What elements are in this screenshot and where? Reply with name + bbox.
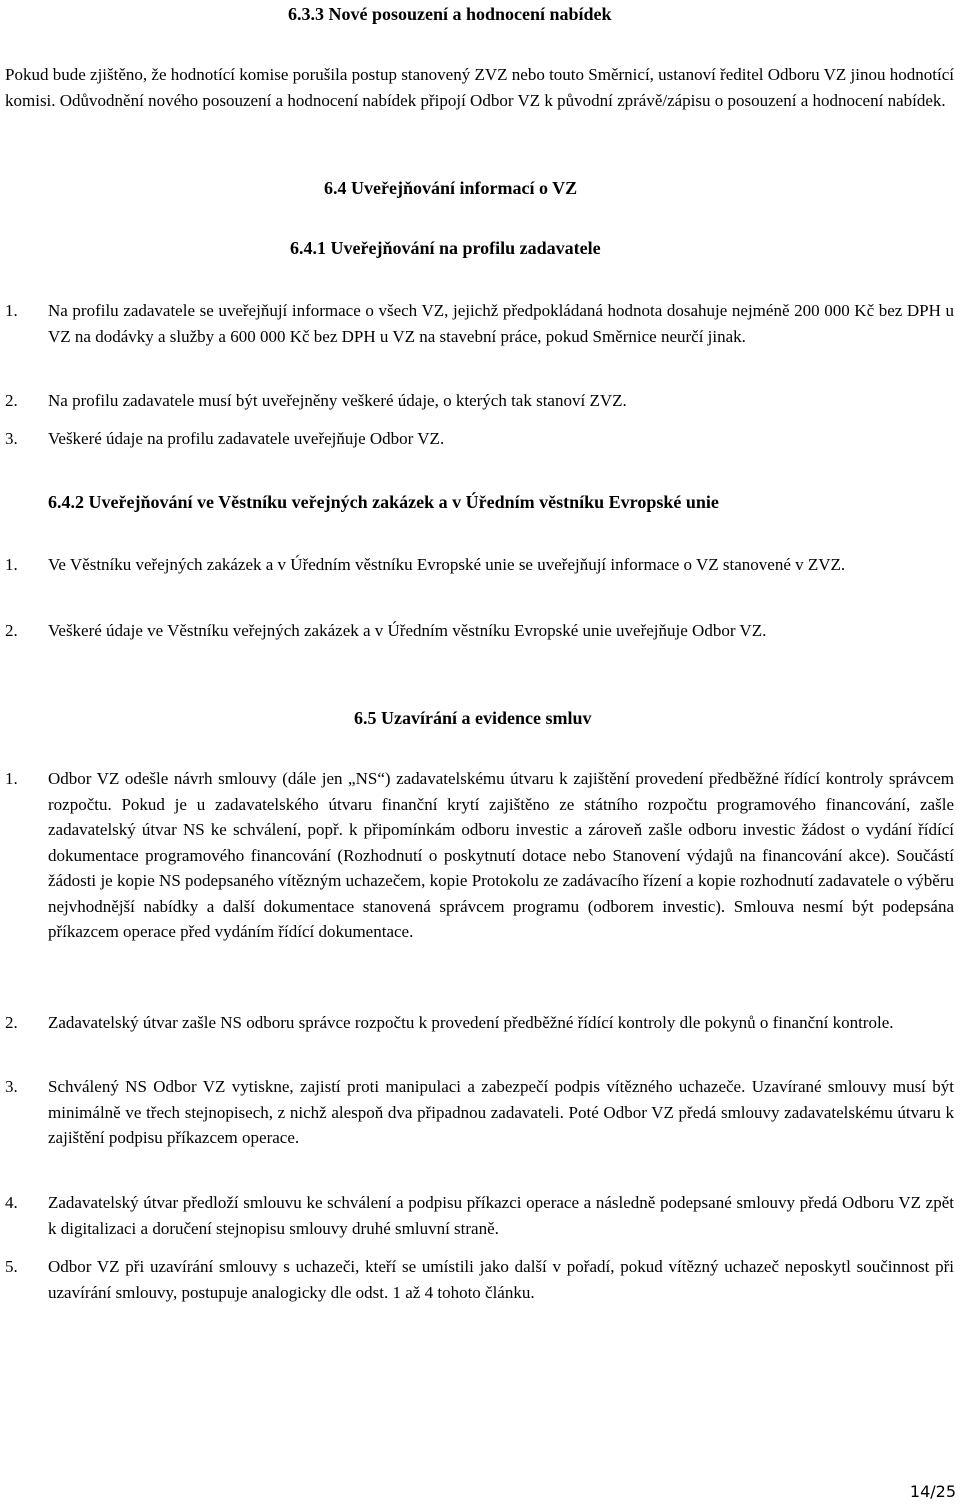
list-item: [5, 1190, 954, 1241]
list-item: [5, 1254, 954, 1305]
section-paragraph: Pokud bude zjištěno, že hodnotící komise porušila postup stanovený ZVZ nebo touto Směrnicí, ustanoví ředitel Odboru VZ jinou hodnotící komisi. Odůvodnění nového posouzení a hodnocení nabídek připojí Odbor VZ k původní zprávě/zápisu o posouzení a hodnocení nabídek.: [5, 65, 954, 110]
list-item-text: Odbor VZ odešle návrh smlouvy (dále jen „NS“) zadavatelskému útvaru k zajištění provedení předběžné řídící kontroly správcem rozpočtu. Pokud je u zadavatelského útvaru finanční krytí zajištěno ze státního rozpočtu programového financování, zašle zadavatelský útvar NS ke schválení, popř. k připomínkám odboru investic a zároveň zašle odboru investic žádost o vydání řídící dokumentace programového financování (Rozhodnutí o poskytnutí dotace nebo Stanovení výdajů na financování akce). Součástí žádosti je kopie NS podepsaného vítězným uchazečem, kopie Protokolu ze zadávacího řízení a kopie rozhodnutí zadavatele o výběru nejvhodnější nabídky a další dokumentace stanovená správcem programu (odborem investic). Smlouva nesmí být podepsána příkazcem operace před vydáním řídící dokumentace.: [48, 769, 954, 941]
list-item-text: Schválený NS Odbor VZ vytiskne, zajistí proti manipulaci a zabezpečí podpis vítězného uchazeče. Uzavírané smlouvy musí být minimálně ve třech stejnopisech, z nichž alespoň dva připadnou zadavateli. Poté Odbor VZ předá smlouvy zadavatelskému útvaru k zajištění podpisu příkazcem operace.: [48, 1077, 954, 1147]
section-heading-6-3-3: 6.3.3 Nové posouzení a hodnocení nabídek: [288, 4, 612, 24]
page-number: 14/25: [909, 1482, 956, 1501]
list-item-number: 1.: [5, 301, 18, 320]
list-item-text: Zadavatelský útvar předloží smlouvu ke schválení a podpisu příkazci operace a následně podepsané smlouvy předá Odboru VZ zpět k digitalizaci a doručení stejnopisu smlouvy druhé smluvní straně.: [48, 1193, 954, 1238]
list-item: [5, 388, 954, 414]
section-heading-6-5: 6.5 Uzavírání a evidence smluv: [354, 708, 592, 728]
list-item: [5, 766, 954, 945]
section-heading-6-4-2: 6.4.2 Uveřejňování ve Věstníku veřejných zakázek a v Úředním věstníku Evropské unie: [48, 492, 719, 512]
list-item-text: Odbor VZ při uzavírání smlouvy s uchazeči, kteří se umístili jako další v pořadí, pokud vítězný uchazeč neposkytl součinnost při uzavírání smlouvy, postupuje analogicky dle odst. 1 až 4 tohoto článku.: [48, 1257, 954, 1302]
section-heading-6-4-1: 6.4.1 Uveřejňování na profilu zadavatele: [290, 238, 601, 258]
list-item: [5, 1074, 954, 1151]
section-6-3-3-paragraph-container: [5, 62, 954, 113]
list-item-number: 3.: [5, 429, 18, 448]
list-item-number: 1.: [5, 555, 18, 574]
section-heading-6-4: 6.4 Uveřejňování informací o VZ: [324, 178, 578, 198]
list-item-number: 5.: [5, 1257, 18, 1276]
list-item: [5, 552, 954, 578]
list-item: [5, 1010, 954, 1036]
list-item: [5, 426, 954, 452]
list-item-text: Veškeré údaje ve Věstníku veřejných zakázek a v Úředním věstníku Evropské unie uveřejňuje Odbor VZ.: [48, 621, 767, 640]
list-item-number: 4.: [5, 1193, 18, 1212]
list-item-text: Ve Věstníku veřejných zakázek a v Úředním věstníku Evropské unie se uveřejňují informace o VZ stanovené v ZVZ.: [48, 555, 846, 574]
list-item-number: 2.: [5, 391, 18, 410]
list-item-number: 1.: [5, 769, 18, 788]
list-item: [5, 618, 954, 644]
list-item-number: 2.: [5, 1013, 18, 1032]
list-item-text: Na profilu zadavatele musí být uveřejněny veškeré údaje, o kterých tak stanoví ZVZ.: [48, 391, 627, 410]
list-item: [5, 298, 954, 349]
list-item-text: Zadavatelský útvar zašle NS odboru správce rozpočtu k provedení předběžné řídící kontroly dle pokynů o finanční kontrole.: [48, 1013, 894, 1032]
list-item-text: Veškeré údaje na profilu zadavatele uveřejňuje Odbor VZ.: [48, 429, 445, 448]
list-item-number: 2.: [5, 621, 18, 640]
list-item-text: Na profilu zadavatele se uveřejňují informace o všech VZ, jejichž předpokládaná hodnota dosahuje nejméně 200 000 Kč bez DPH u VZ na dodávky a služby a 600 000 Kč bez DPH u VZ na stavební práce, pokud Směrnice neurčí jinak.: [48, 301, 954, 346]
list-item-number: 3.: [5, 1077, 18, 1096]
